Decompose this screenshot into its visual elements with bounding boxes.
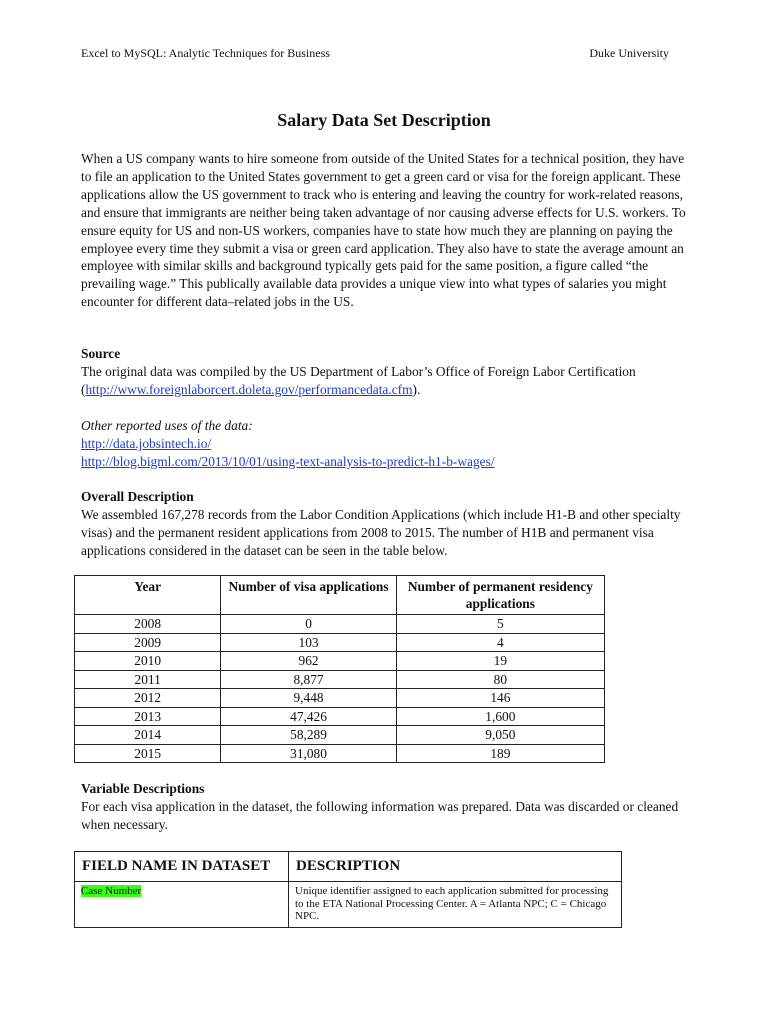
variables-heading: Variable Descriptions <box>81 781 205 796</box>
cell-year: 2015 <box>75 744 221 763</box>
cell-visa: 8,877 <box>221 670 396 689</box>
table-row <box>75 707 605 726</box>
cell-permanent: 189 <box>396 744 604 763</box>
header-field-name: FIELD NAME IN DATASET <box>75 852 289 882</box>
cell-field-name <box>75 882 289 928</box>
other-uses-link-jobsintech[interactable]: http://data.jobsintech.io/ <box>81 435 212 451</box>
applications-by-year-table <box>74 575 605 763</box>
page-title: Salary Data Set Description <box>277 110 491 130</box>
cell-permanent: 19 <box>396 652 604 671</box>
variables-paragraph: For each visa application in the dataset, the following information was prepared. Data was discarded or cleaned when necessary. <box>81 799 679 832</box>
header-course-title: Excel to MySQL: Analytic Techniques for Business <box>81 46 330 60</box>
overall-paragraph: We assembled 167,278 records from the Labor Condition Applications (which include H1-B and other specialty visas) and the permanent resident applications from 2008 to 2015. The number of H1B and permanent visa applications considered in the dataset can be seen in the table below. <box>81 507 681 558</box>
cell-visa: 47,426 <box>221 707 396 726</box>
cell-permanent: 5 <box>396 615 604 634</box>
cell-year: 2014 <box>75 726 221 745</box>
cell-year: 2013 <box>75 707 221 726</box>
source-paragraph <box>81 363 686 399</box>
cell-field-description: Unique identifier assigned to each application submitted for processing to the ETA National Processing Center. A = Atlanta NPC; C = Chicago NPC. <box>289 882 622 928</box>
source-text-after: ). <box>412 381 421 397</box>
header-permanent-applications: Number of permanent residency applications <box>396 576 604 615</box>
table-row <box>75 670 605 689</box>
other-uses <box>81 417 686 471</box>
cell-visa: 103 <box>221 633 396 652</box>
cell-permanent: 80 <box>396 670 604 689</box>
cell-visa: 0 <box>221 615 396 634</box>
field-name-highlight: Case Number <box>81 885 142 897</box>
header-year: Year <box>75 576 221 615</box>
source-text-before: The original data was compiled by the US Department of Labor’s Office of Foreign Labor Certification ( <box>81 364 636 397</box>
cell-year: 2011 <box>75 670 221 689</box>
header-university: Duke University <box>589 46 669 60</box>
cell-permanent: 4 <box>396 633 604 652</box>
intro-paragraph: When a US company wants to hire someone from outside of the United States for a technical position, they have to file an application to the United States government to get a green card or visa for the foreign applicant. These applications allow the US government to track who is entering and leaving the country for work-related reasons, and ensure that immigrants are neither being taken advantage of nor causing adverse effects for U.S. workers. To ensure equity for US and non-US workers, companies have to state how much they are planning on paying the employee every time they submit a visa or green card application. They also have to state the average amount an employee with similar skills and background typically gets paid for the same position, a figure called “the prevailing wage.” This publically available data provides a unique view into what types of salaries you might encounter for different data–related jobs in the US. <box>81 151 686 310</box>
header-description: DESCRIPTION <box>289 852 622 882</box>
table-row <box>75 726 605 745</box>
cell-visa: 58,289 <box>221 726 396 745</box>
cell-year: 2009 <box>75 633 221 652</box>
table-header-row <box>75 576 605 615</box>
table-row <box>75 689 605 708</box>
table-row <box>75 652 605 671</box>
cell-permanent: 1,600 <box>396 707 604 726</box>
table-row <box>75 633 605 652</box>
table-row <box>75 882 622 928</box>
other-uses-label: Other reported uses of the data: <box>81 418 253 433</box>
cell-year: 2008 <box>75 615 221 634</box>
source-link[interactable]: http://www.foreignlaborcert.doleta.gov/performancedata.cfm <box>85 381 413 397</box>
cell-visa: 962 <box>221 652 396 671</box>
cell-permanent: 146 <box>396 689 604 708</box>
cell-permanent: 9,050 <box>396 726 604 745</box>
table-row <box>75 744 605 763</box>
cell-year: 2010 <box>75 652 221 671</box>
cell-visa: 31,080 <box>221 744 396 763</box>
other-uses-link-bigml[interactable]: http://blog.bigml.com/2013/10/01/using-text-analysis-to-predict-h1-b-wages/ <box>81 453 495 469</box>
field-description-table <box>74 851 622 928</box>
header-visa-applications: Number of visa applications <box>221 576 396 615</box>
field-table-header-row <box>75 852 622 882</box>
source-heading: Source <box>81 346 121 361</box>
overall-heading: Overall Description <box>81 489 194 504</box>
table-row <box>75 615 605 634</box>
cell-visa: 9,448 <box>221 689 396 708</box>
cell-year: 2012 <box>75 689 221 708</box>
